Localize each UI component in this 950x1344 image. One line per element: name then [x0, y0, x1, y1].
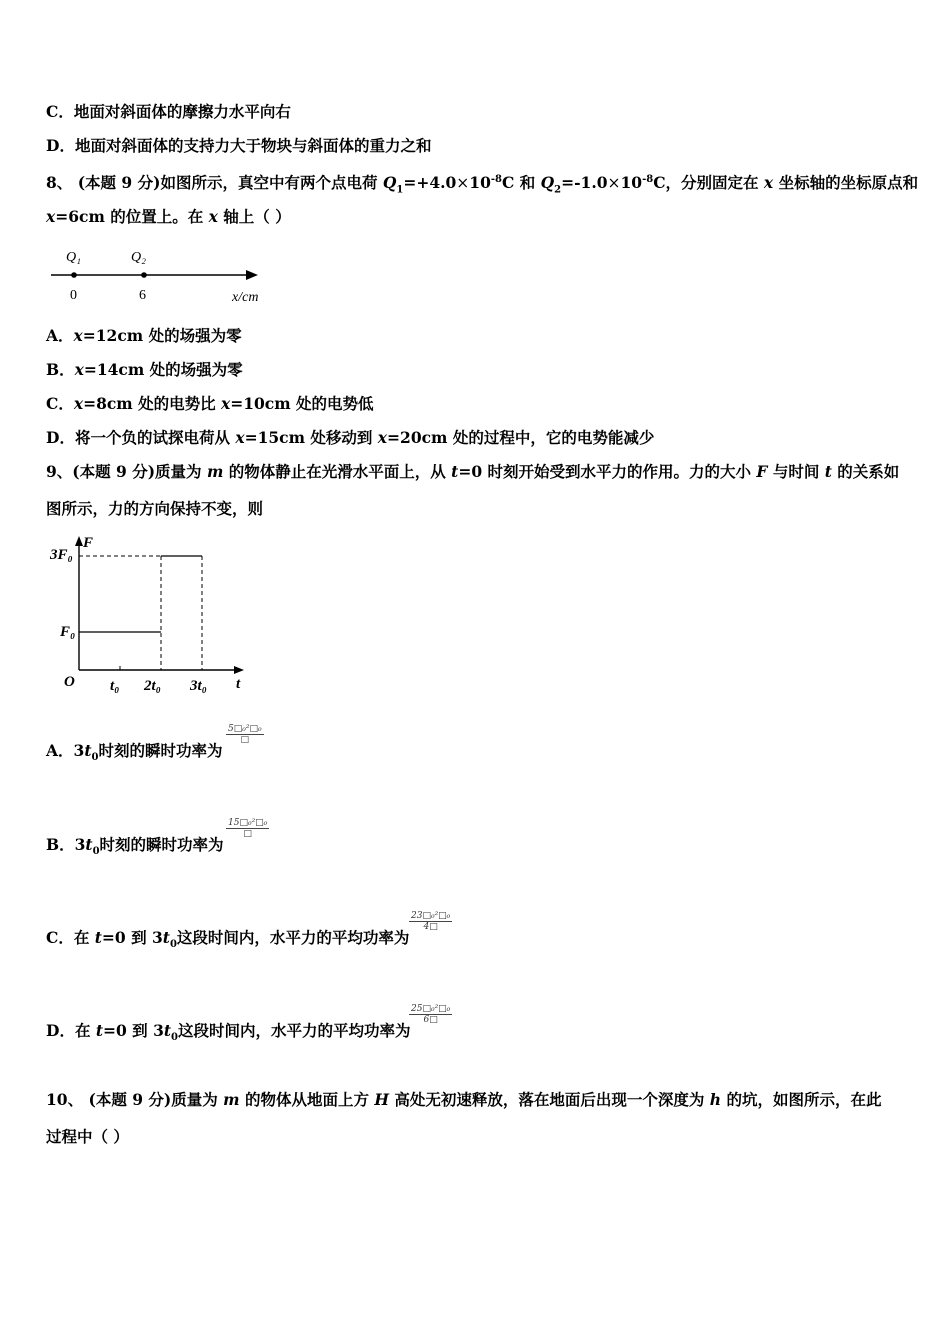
- q8-option-d: [46, 428, 654, 448]
- graph-marks: [79, 556, 202, 670]
- formula-numerator: 15□₀²□₀: [228, 818, 268, 828]
- x-tick-3t0: 3t₀: [190, 678, 207, 694]
- q10-h: h: [709, 1090, 722, 1109]
- f-axis-arrow-icon: [75, 536, 83, 546]
- formula-numerator: 23□₀²□₀: [411, 911, 451, 921]
- q9-t: t: [451, 462, 459, 481]
- option-text: =12cm 处的场强为零: [82, 326, 242, 345]
- charge-q2-dot: [141, 272, 147, 278]
- q8-number: 8、: [46, 173, 73, 193]
- q8-text: 10: [620, 173, 643, 193]
- axis-unit-label: x/cm: [232, 290, 259, 305]
- q10-text: 的物体从地面上方: [239, 1090, 375, 1109]
- option-text: =0 到 3: [103, 1021, 164, 1040]
- q9-t: t: [824, 462, 832, 481]
- q9-option-d-formula: [409, 1004, 452, 1025]
- q10-stem-line1: [46, 1090, 881, 1110]
- q9-number: 9、: [46, 462, 73, 481]
- formula-denominator: 4□: [423, 922, 438, 932]
- q8-x: x: [74, 360, 84, 379]
- q8-times: ×: [456, 174, 470, 193]
- q7-option-c: C．地面对斜面体的摩擦力水平向右: [46, 102, 291, 121]
- q8-q1-sub: 1: [396, 184, 404, 196]
- q10-text: 高处无初速释放，落在地面后出现一个深度为: [389, 1090, 710, 1109]
- q9-m: m: [206, 462, 224, 481]
- q9-text: 的物体静止在光滑水平面上，从: [223, 462, 452, 481]
- q8-times: ×: [607, 174, 621, 193]
- q9-stem-line1: [46, 462, 899, 482]
- option-prefix: A．: [46, 326, 74, 345]
- q8-text: C 和: [501, 173, 541, 193]
- option-prefix: C．: [46, 394, 74, 413]
- option-text: =10cm 处的电势低: [230, 394, 374, 413]
- option-text: 时刻的瞬时功率为: [99, 835, 224, 854]
- q8-x: x: [73, 394, 84, 413]
- q1-label: Q₁: [66, 250, 81, 265]
- q9-option-c-formula: [409, 911, 452, 932]
- q10-points: (本题 9 分): [88, 1090, 172, 1109]
- q9-option-b: [46, 835, 224, 862]
- option-prefix: A．3: [46, 741, 85, 760]
- q9-stem-line2: 图所示，力的方向保持不变，则: [46, 499, 264, 518]
- formula-numerator: 5□₀²□₀: [228, 724, 262, 734]
- q8-text: 坐标轴的坐标原点和: [773, 173, 919, 193]
- formula-denominator: 6□: [423, 1015, 438, 1025]
- option-text: 这段时间内，水平力的平均功率为: [178, 1021, 411, 1040]
- q2-label: Q₂: [131, 250, 146, 265]
- q9-option-b-formula: [226, 818, 269, 839]
- q10-stem-line2: 过程中（ ）: [46, 1127, 129, 1146]
- q9-points: (本题 9 分): [72, 462, 156, 481]
- q9-t: t: [94, 928, 102, 947]
- q8-axis-figure: [46, 244, 276, 308]
- option-text: =20cm 处的过程中，它的电势能减少: [387, 428, 655, 447]
- q10-H: H: [374, 1090, 389, 1109]
- q9-sub: 0: [92, 846, 100, 858]
- q8-points: (本题 9 分): [77, 173, 161, 193]
- tick-6-label: 6: [139, 288, 146, 303]
- q9-text: 质量为: [155, 462, 207, 481]
- q9-option-a-formula: [226, 724, 264, 745]
- formula-denominator: □: [240, 735, 250, 745]
- graph-axes: [75, 536, 244, 674]
- q9-t: t: [163, 1021, 172, 1040]
- q9-F: F: [756, 462, 768, 481]
- option-prefix: C．在: [46, 928, 95, 947]
- option-text: =14cm 处的场强为零: [83, 360, 243, 379]
- option-text: =15cm 处移动到: [244, 428, 378, 447]
- q8-text: 10: [469, 173, 491, 193]
- q9-sub: 0: [171, 1032, 179, 1044]
- arrow-icon: [246, 270, 258, 280]
- q8-x: x: [73, 326, 83, 345]
- q8-option-c: [46, 394, 374, 414]
- formula-denominator: □: [243, 829, 252, 839]
- q8-exp: -8: [490, 174, 502, 185]
- option-text: =8cm 处的电势比: [83, 394, 221, 413]
- q8-x: x: [763, 173, 774, 193]
- option-text: 时刻的瞬时功率为: [98, 741, 223, 760]
- charge-q1-dot: [71, 272, 77, 278]
- q9-t: t: [85, 835, 93, 854]
- q9-t: t: [84, 741, 92, 760]
- option-prefix: D．在: [46, 1021, 96, 1040]
- t-axis-arrow-icon: [234, 666, 244, 674]
- q10-m: m: [223, 1090, 240, 1109]
- q9-text: 与时间: [767, 462, 825, 481]
- q7-option-d: D．地面对斜面体的支持力大于物块与斜面体的重力之和: [46, 136, 432, 155]
- q9-option-c: [46, 928, 409, 955]
- q8-q2: Q: [540, 173, 555, 193]
- q8-text: =6cm 的位置上。在: [55, 207, 209, 226]
- q10-number: 10、: [46, 1090, 84, 1109]
- q8-q1: Q: [382, 173, 397, 193]
- q9-option-a: [46, 741, 222, 768]
- q8-text: 轴上（ ）: [217, 207, 291, 226]
- q10-text: 质量为: [171, 1090, 224, 1109]
- y-axis-label: F: [83, 535, 94, 551]
- q8-stem-line1: [46, 170, 918, 200]
- origin-label: O: [64, 674, 75, 690]
- q8-option-a: [46, 326, 242, 346]
- q9-t: t: [95, 1021, 104, 1040]
- q9-text: 的关系如: [831, 462, 900, 481]
- y-tick-3F0: 3F₀: [50, 547, 73, 563]
- y-tick-F0: F₀: [60, 624, 76, 640]
- x-tick-2t0: 2t₀: [144, 678, 161, 694]
- q8-text: C，分别固定在: [653, 173, 764, 193]
- q9-sub: 0: [91, 752, 99, 764]
- q8-text: =-1.0: [561, 173, 608, 193]
- x-axis-label: t: [236, 676, 241, 692]
- q9-t: t: [162, 928, 170, 947]
- q8-x: x: [46, 207, 56, 226]
- option-text: 这段时间内，水平力的平均功率为: [176, 928, 410, 947]
- q8-option-b: [46, 360, 243, 380]
- q8-q2-sub: 2: [554, 184, 562, 196]
- option-prefix: B．3: [46, 835, 86, 854]
- q9-option-d: [46, 1021, 411, 1048]
- q8-x: x: [208, 207, 218, 226]
- q8-text: 如图所示，真空中有两个点电荷: [160, 173, 383, 193]
- x-tick-t0: t₀: [110, 678, 120, 694]
- q8-x: x: [221, 394, 231, 413]
- q9-sub: 0: [169, 939, 177, 951]
- option-prefix: D．将一个负的试探电荷从: [46, 428, 236, 447]
- q9-force-time-graph: [46, 530, 256, 702]
- q9-text: =0 时刻开始受到水平力的作用。力的大小: [458, 462, 757, 481]
- q10-text: 的坑，如图所示，在此: [721, 1090, 882, 1109]
- tick-0-label: 0: [70, 288, 77, 303]
- q8-text: =+4.0: [403, 173, 457, 193]
- option-prefix: B．: [46, 360, 75, 379]
- q8-x: x: [235, 428, 245, 447]
- q8-stem-line2: [46, 207, 291, 227]
- formula-numerator: 25□₀²□₀: [411, 1004, 451, 1014]
- q8-x: x: [377, 428, 388, 447]
- q8-exp: -8: [642, 174, 654, 185]
- option-text: =0 到 3: [101, 928, 163, 947]
